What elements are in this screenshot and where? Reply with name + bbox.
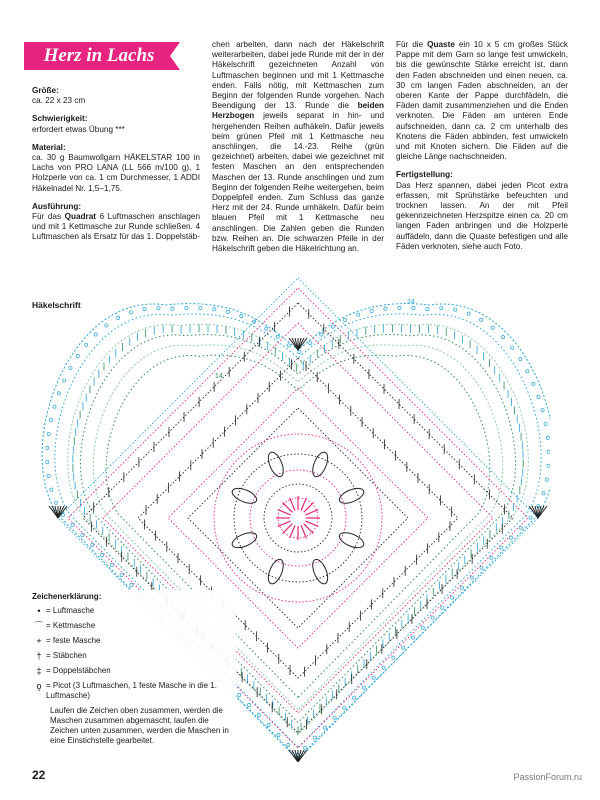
picot-mark [287, 743, 290, 746]
petal-cluster [265, 450, 286, 479]
picot-mark [116, 316, 119, 319]
arc-icon: ⌒ [34, 621, 44, 631]
picot-mark [519, 358, 522, 361]
picot-mark [171, 307, 174, 310]
size-label: Größe: [32, 86, 59, 95]
picot-mark [257, 713, 260, 716]
picot-mark [323, 726, 326, 729]
picot-mark [85, 343, 88, 346]
tassel-bold: Quaste [427, 40, 455, 49]
legend [32, 590, 236, 750]
legend-label: = Doppelstäbchen [46, 666, 111, 675]
double-dagger-icon: ‡ [36, 666, 42, 676]
picot-mark [480, 318, 483, 321]
petal-cluster [337, 530, 366, 551]
picot-mark [547, 450, 550, 453]
difficulty-label: Schwierigkeit: [32, 114, 88, 124]
instructions-part-a: chen arbeiten, dann nach der Häkelschrift weiterarbeiten, dabei jede Runde mit der in der Häkelschrift gezeichneten Anzahl von Luftmaschen beginnen und mit 1 Kettmasche enden. Falls nötig, mit Kettmaschen zum Beginn der folgenden Runde vorgehen. Nach Beendigung der 13. Runde die [212, 40, 384, 111]
material-label: Material: [32, 142, 66, 152]
picot-mark [529, 516, 532, 519]
picot-mark [426, 307, 429, 310]
legend-item [32, 621, 232, 631]
picot-mark [370, 309, 373, 312]
instructions-bold: beiden Herzbogen [212, 101, 384, 121]
picot-mark [333, 716, 336, 719]
picot-mark [199, 306, 202, 309]
picot-mark [460, 586, 463, 589]
center-stitch [301, 525, 306, 538]
picot-mark [76, 354, 79, 357]
picot-mark [398, 306, 401, 309]
tassel-intro: Für die [396, 40, 424, 49]
picot-mark [143, 307, 146, 310]
picot-mark [110, 563, 113, 566]
picot-mark [309, 341, 312, 344]
instructions-part-b: jeweils separat in hin- und hergehenden Reihen aufhäkeln. Dafür jeweils beim grünen Pfeil mit 1 Kettmasche neu anschlingen, die 14.-23. Reihe (grün gezeichnet) arbeiten, dabei wie gezeichnet mit festen Maschen an den entsprechenden Maschen der 13. Runde anschlingen und zum Beginn der folgenden Reihe weitergehen, beim Doppelpfeil enden. Zum Schluss das ganze Herz mit der 24. Runde umhäkeln. Dafür beim blauen Pfeil mit 1 Kettmasche neu anschlingen. Die Zahlen geben die Runden bzw. Reihen an. Die schwarzen Pfeile in der Häkelschrift geben die Häkelrichtung an. [212, 111, 384, 254]
picot-icon: ǫ [36, 681, 42, 691]
picot-mark [81, 533, 84, 536]
picot-mark [509, 536, 512, 539]
picot-mark [50, 488, 53, 491]
picot-mark [94, 333, 97, 336]
legend-label: = Stäbchen [46, 651, 87, 660]
tassel-text: ein 10 x 5 cm großes Stück Pappe mit dem Garn so lange fest umwickeln, bis die gewünschte Stärke erreicht ist, dann den Faden abschneiden und einen neuen, ca. 30 cm langen Faden abschneiden, an der oberen Kante der Pappe durchfädeln, die Fäden damit zusammenziehen und die Enden verknoten. Die Fäden am unteren Ende aufschneiden, dann ca. 2 cm unterhalb des Knotens die Fäden abbinden, fest umwickeln und mit Knoten sichern. Die Fäden auf die gleiche Länge nachschneiden. [396, 40, 569, 162]
picot-mark [500, 546, 503, 549]
picot-mark [412, 306, 415, 309]
picot-mark [431, 616, 434, 619]
legend-label: = Luftmasche [46, 606, 95, 615]
material-value: ca. 30 g Baumwollgarn HÄKELSTAR 100 in Lachs von PRO LANA (LL 566 m/100 g), 1 Holzperle von ca. 1 cm Durchmesser, 1 ADDI Häkelnadel Nr. 1,5–1,75. [32, 153, 200, 193]
picot-mark [120, 573, 123, 576]
center-stitch [305, 510, 318, 515]
picot-mark [277, 733, 280, 736]
legend-label: = Kettmasche [46, 621, 96, 630]
picot-mark [532, 382, 535, 385]
picot-mark [501, 336, 504, 339]
picot-mark [544, 422, 547, 425]
picot-mark [546, 436, 549, 439]
page-number: 22 [32, 768, 46, 782]
picot-mark [526, 370, 529, 373]
legend-note: Laufen die Zeichen oben zusammen, werden die Maschen zusammen abgemascht, laufen die Zeichen unten zusammen, werden die Maschen in eine Einstichstelle gearbeitet. [50, 706, 229, 745]
picot-mark [313, 736, 316, 739]
picot-mark [129, 311, 132, 314]
execution-label: Ausführung: [32, 201, 82, 211]
picot-mark [537, 395, 540, 398]
execution-intro: Für das [32, 212, 62, 222]
petal-cluster [265, 557, 286, 586]
dagger-icon: † [36, 651, 42, 661]
picot-mark [440, 307, 443, 310]
picot-mark [61, 513, 64, 516]
picot-mark [402, 646, 405, 649]
chart-label: Häkelschrift [32, 300, 81, 310]
finishing-column [396, 40, 568, 252]
picot-mark [238, 693, 241, 696]
center-motif [214, 434, 382, 602]
picot-mark [547, 464, 550, 467]
legend-label: = feste Masche [46, 636, 101, 645]
picot-mark [362, 686, 365, 689]
picot-mark [100, 553, 103, 556]
center-stitch [290, 525, 295, 538]
picot-mark [46, 460, 49, 463]
legend-heading: Zeichenerklärung: [32, 592, 102, 601]
picot-mark [226, 310, 229, 313]
picot-mark [287, 344, 290, 347]
picot-mark [411, 636, 414, 639]
picot-mark [265, 327, 268, 330]
picot-mark [491, 326, 494, 329]
row-number-outer: 24 [407, 299, 415, 306]
finish-label: Fertigstellung: [396, 170, 453, 180]
picot-mark [71, 523, 74, 526]
petal-cluster [337, 485, 366, 506]
execution-value: 6 Luftmaschen anschlagen und mit 1 Kettmasche zur Runde schließen. 4 Luftmaschen als Ersatz für das 1. Doppelstäb- [32, 212, 200, 242]
legend-item [32, 636, 232, 646]
center-stitch [301, 498, 306, 511]
center-stitch [278, 521, 291, 526]
picot-mark [490, 556, 493, 559]
picot-mark [54, 501, 57, 504]
row-number-green: 14 [215, 373, 223, 380]
dot-icon: • [37, 606, 41, 616]
picot-mark [421, 626, 424, 629]
picot-mark [69, 366, 72, 369]
picot-mark [57, 392, 60, 395]
picot-mark [372, 676, 375, 679]
size-value: ca. 22 x 23 cm [32, 96, 86, 106]
execution-bold: Quadrat [64, 212, 97, 222]
picot-mark [542, 492, 545, 495]
legend-item [32, 666, 232, 676]
finish-text: Das Herz spannen, dabei jeden Picot extra erfassen, mit Sprühstärke befeuchten und trocknen lassen. An der mit Pfeil gekennzeichneten Herzspitze einen ca. 20 cm langen Faden anbringen und die Holzperle auffädeln, dann die Quaste befestigen und alle Fäden verknoten, siehe auch Foto. [396, 180, 568, 251]
title-banner [24, 42, 180, 70]
instructions-column [212, 40, 384, 254]
center-ring [264, 484, 332, 552]
petal-cluster [230, 530, 259, 551]
center-ring [234, 454, 362, 582]
picot-mark [511, 346, 514, 349]
picot-mark [545, 478, 548, 481]
center-stitch [278, 510, 291, 515]
picot-mark [157, 307, 160, 310]
plus-icon: + [36, 636, 42, 646]
difficulty-value: erfordert etwas Übung *** [32, 124, 125, 134]
picot-mark [91, 543, 94, 546]
picot-mark [49, 419, 52, 422]
picot-mark [331, 325, 334, 328]
legend-item [32, 651, 232, 661]
picot-mark [298, 350, 301, 353]
petal-cluster [310, 450, 331, 479]
picot-mark [53, 405, 56, 408]
picot-mark [454, 308, 457, 311]
picot-mark [541, 409, 544, 412]
picot-mark [392, 656, 395, 659]
picot-mark [357, 313, 360, 316]
petal-cluster [230, 485, 259, 506]
execution-text [32, 212, 200, 243]
watermark: PassionForum.ru [513, 772, 582, 782]
picot-mark [519, 526, 522, 529]
picot-mark [451, 596, 454, 599]
picot-mark [480, 566, 483, 569]
picot-mark [470, 576, 473, 579]
picot-mark [105, 324, 108, 327]
petal-cluster [310, 557, 331, 586]
picot-mark [130, 583, 133, 586]
picot-mark [267, 723, 270, 726]
page-title: Herz in Lachs [43, 45, 155, 66]
center-stitch [304, 524, 314, 534]
picot-mark [344, 318, 347, 321]
center-ring [214, 434, 382, 602]
picot-mark [304, 746, 307, 749]
picot-mark [382, 666, 385, 669]
picot-mark [185, 306, 188, 309]
picot-mark [320, 333, 323, 336]
picot-mark [47, 432, 50, 435]
picot-mark [276, 335, 279, 338]
legend-item [32, 606, 232, 616]
picot-mark [384, 307, 387, 310]
picot-mark [240, 314, 243, 317]
picot-mark [467, 312, 470, 315]
info-column [32, 86, 200, 251]
center-stitch [282, 502, 292, 512]
picot-mark [247, 703, 250, 706]
picot-mark [63, 379, 66, 382]
center-stitch [305, 521, 318, 526]
picot-mark [47, 474, 50, 477]
picot-mark [46, 446, 49, 449]
legend-label: = Picot (3 Luftmaschen, 1 feste Masche in die 1. Luftmasche) [46, 681, 217, 700]
picot-mark [213, 308, 216, 311]
center-stitch [282, 524, 292, 534]
legend-item [32, 681, 232, 701]
picot-mark [353, 696, 356, 699]
center-stitch [304, 502, 314, 512]
center-stitch [290, 498, 295, 511]
picot-mark [441, 606, 444, 609]
picot-mark [343, 706, 346, 709]
